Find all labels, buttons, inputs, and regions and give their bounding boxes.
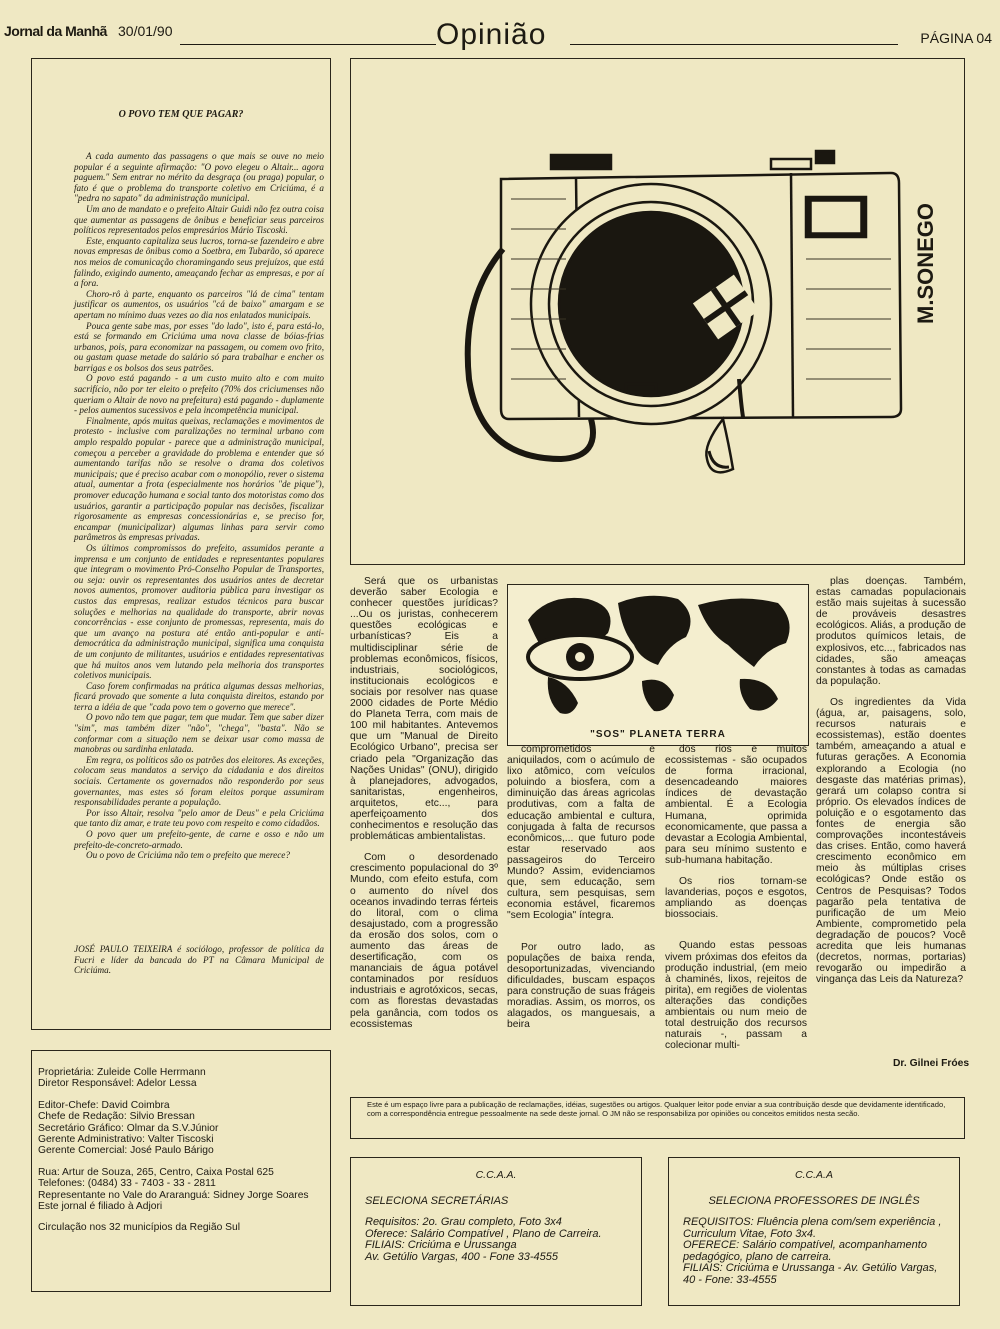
ecology-paragraph: Com o desordenado crescimento populacional do 3º Mundo, com efeito estufa, com o aumento do nível dos oceanos invadindo terras férteis do litoral, com o clima desajustado, com a progressão da erosão dos solos, com o aumento das áreas de desertificação, com os mananciais de água potável contaminados por resíduos industriais e agrotóxicos, secas, com as florestas devastadas pela ganância, com todos os ecossistemas bbox=[350, 852, 498, 1030]
staff-spacer bbox=[32, 1157, 330, 1167]
ecology-author: Dr. Gilnei Fróes bbox=[893, 1058, 970, 1069]
staff-line: Gerente Administrativo: Valter Tiscoski bbox=[38, 1134, 214, 1146]
ecology-paragraph: Quando estas pessoas vivem próximas dos efeitos da produção industrial, (em meio à chaminés, lixos, rejeitos de pirita), em regiões de violentas alterações das condições ambientais ou num meio de total destruição dos recursos naturais -, passam a colecionar multi- bbox=[665, 940, 807, 1052]
staff-line: Rua: Artur de Souza, 265, Centro, Caixa Postal 625 bbox=[38, 1166, 274, 1178]
staff-line: Secretário Gráfico: Olmar da S.V.Júnior bbox=[38, 1122, 219, 1134]
ad-english-teachers bbox=[668, 1157, 960, 1306]
ad-line: FILIAIS: Criciúma e Urussanga - Av. Getúlio Vargas, 40 - Fone: 33-4555 bbox=[683, 1262, 938, 1286]
ecology-column-1 bbox=[350, 576, 498, 1040]
world-map-eye-illustration bbox=[508, 585, 808, 725]
article-paragraph: O povo não tem que pagar, tem que mudar. Tem que saber dizer "sim", mas também dizer "não", "chega", "basta". Não se conformar com a situação nem se deixar usar como massa de manobras ou sardinha enlatada. bbox=[74, 712, 324, 755]
article-paragraph: Finalmente, após muitas queixas, reclamações e movimentos de protesto - inclusive com paralizações no terminal urbano com amplo respaldo popular - parece que a administração municipal, começou a perceber a gravidade do problema e entender que só aumentando tarifas não se resolve o drama dos coletivos municipais; que é preciso acabar com o monopólio, rever o sistema atual, aumentar a frota (especialmente nos horários "de pique"), promover educação humana e social tanto dos motoristas como dos usuários, garantir a participação popular nas decisões, fiscalizar rigorosamente as empresas concessionárias e, se preciso for, encampar (municipalizar) algumas linhas para servir como parâmetros às empresas privadas. bbox=[74, 415, 324, 543]
ecology-column-3 bbox=[665, 744, 807, 1061]
staff-credits bbox=[31, 1050, 331, 1292]
article-paragraph: O povo está pagando - a um custo muito alto e com muito sacrifício, não por ter eleito o prefeito (70% dos criciumenses não queriam o Altair de novo na prefeitura) está pagando - duplamente - pelos aumentos sucessivos e pela incompetência municipal. bbox=[74, 373, 324, 416]
ad-line: OFERECE: Salário compatível, acompanhamento pedagógico, plano de carreira. bbox=[683, 1239, 927, 1263]
section-title: Opinião bbox=[436, 18, 547, 51]
staff-line: Proprietária: Zuleide Colle Herrmann bbox=[38, 1067, 206, 1078]
staff-spacer bbox=[32, 1090, 330, 1100]
article-paragraph: A cada aumento das passagens o que mais se ouve no meio popular é a seguinte afirmação: "O povo elegeu o Altair... agora paguem." Sem entrar no mérito da desgraça (ou praga) popular, o fato é que o problema do transporte coletivo em Criciúma, é a "pedra no sapato" da administração municipal. bbox=[74, 151, 324, 204]
ad-line: Oferece: Salário Compatível , Plano de Carreira. bbox=[365, 1227, 602, 1240]
staff-line: Gerente Comercial: José Paulo Bárigo bbox=[38, 1145, 214, 1157]
ad-headline: SELECIONA SECRETÁRIAS bbox=[365, 1194, 509, 1207]
ecology-paragraph: Será que os urbanistas deverão saber Ecologia e conhecer questões jurídicas? ...Ou os juristas, conhecerem questões ecológicas e urbanísticas? Eis a multidisciplinar série de problemas econômicos, físicos, industriais, sociológicos, institucionais ecológicos e sociais por resolver nas quase 2000 cidades de Porte Médio do Planeta Terra, com mais de 100 mil habitantes. Antevemos que um "Manual de Direito Ecológico Urbano", precisa ser criado pela "Organização das Nações Unidas" (ONU), dirigido à planejadores, advogados, sanitaristas, engenheiros, arquitetos, etc..., para aperfeiçoamento dos conhecimentos e resolução das problemáticas ambientalistas. bbox=[350, 576, 498, 843]
article-paragraph: Em regra, os políticos são os patrões dos eleitores. As exceções, colocam seus mandatos a serviço da cidadania e dos direitos sociais. Certamente os governados não responderão por seus governantes, mas estes só foram eleitos porque assumiram responsabilidades perante a população. bbox=[74, 754, 324, 808]
ecology-column-4 bbox=[816, 576, 966, 995]
article-paragraph: Por isso Altair, resolva "pelo amor de Deus" e pela Criciúma que tanto diz amar, e trate teu povo com respeito e como cidadãos. bbox=[74, 807, 324, 829]
article-paragraph: Choro-rô à parte, enquanto os parceiros "lá de cima" tentam justificar os aumentos, os usuários "cá de baixo" amargam e se apertam no mínimo duas vezes ao dia nos enlatados municipais. bbox=[74, 288, 324, 320]
ecology-paragraph: Os ingredientes da Vida (água, ar, paisagens, solo, recursos naturais e ecossistemas), estão doentes também, ameaçando a atual e futuras gerações. A Economia explorando a Ecologia (no desgaste das matérias primas), gerará um colapso contra si próprio. Os elevados índices de poluição e o esgotamento das fontes de energia são comprovações incontestáveis das crises. Então, como haverá crescimento econômico em meio às múltiplas crises ecológicas? Onde estão os Centros de Pesquisas? Todos pagarão pela tentativa de purificação de um Meio Ambiente, comprometido pela degradação de poucos? Você acredita que leis humanas (decretos, normas, portarias) revogarão ou impedirão a vingança das Leis da Natureza? bbox=[816, 696, 966, 986]
article-paragraph: Um ano de mandato e o prefeito Altair Guidi não fez outra coisa que aumentar as passagens de ônibus e beneficiar seus parceiros políticos representados pelos empresários Mário Tiscoski. bbox=[74, 203, 324, 236]
ecology-column-2 bbox=[507, 744, 655, 1040]
ad-line: FILIAIS: Criciúma e Urussanga bbox=[365, 1239, 517, 1251]
article-paragraph: Ou o povo de Criciúma não tem o prefeito que merece? bbox=[86, 850, 290, 861]
ad-secretaries bbox=[350, 1157, 642, 1306]
staff-line: Diretor Responsável: Adelor Lessa bbox=[38, 1078, 197, 1090]
article-paragraph: Caso forem confirmadas na prática algumas dessas melhorias, ficará provado que somente a luta conquista direitos, estando por terra a idéia de que "cada povo tem o governo que merece". bbox=[74, 680, 324, 712]
editorial-cartoon bbox=[350, 58, 965, 565]
staff-line: Circulação nos 32 municípios da Região Sul bbox=[38, 1222, 241, 1234]
ad-body bbox=[351, 1217, 641, 1263]
author-bio: JOSÉ PAULO TEIXEIRA é sociólogo, professor de política da Fucri e líder da bancada do PT na Câmara Municipal de Criciúma. bbox=[74, 944, 324, 976]
masthead-rule-right bbox=[570, 44, 898, 45]
opinion-article bbox=[31, 58, 331, 1030]
ad-line: Av. Getúlio Vargas, 400 - Fone 33-4555 bbox=[365, 1250, 559, 1263]
ecology-paragraph: dos rios e muitos ecossistemas - são ocupados de forma irracional, desencadeando maiores índices de devastação ambiental. É a Ecologia Humana, oprimida economicamente, que passa a devastar a Ecologia Ambiental, para seu mínimo sustento e sub-humana habitação. bbox=[665, 744, 807, 866]
ad-headline: SELECIONA PROFESSORES DE INGLÊS bbox=[708, 1194, 920, 1207]
ad-org: C.C.A.A bbox=[795, 1169, 833, 1181]
ecology-paragraph: Os rios tornam-se lavanderias, poços e esgotos, ampliando as doenças biossociais. bbox=[665, 876, 807, 921]
ad-line: REQUISITOS: Fluência plena com/sem experiência , Curriculum Vitae, Foto 3x4. bbox=[683, 1216, 942, 1240]
staff-line: Telefones: (0484) 33 - 7403 - 33 - 2811 bbox=[38, 1178, 216, 1190]
ecology-paragraph: comprometidos e aniquilados, com o acúmulo de lixo atômico, com veículos poluindo a biosfera, com a diminuição das áreas agricolas produtivas, com a falta de educação ambiental e cultura, conjugada à falta de recursos econômicos,... que futuro pode estar reservado aos passageiros do Terceiro Mundo? Assim, evidenciamos que, sem educação, sem cultura, sem pesquisas, sem economia estável, ficaremos "sem Ecologia" íntegra. bbox=[507, 744, 655, 922]
staff-line: Este jornal é filiado à Adjori bbox=[38, 1201, 163, 1213]
ecology-paragraph: Por outro lado, as populações de baixa renda, desoportunizadas, vivenciando dificuldades, buscam espaços para construção de suas frágeis moradias. Assim, os morros, os alagados, os manguesais, a beira bbox=[507, 941, 655, 1031]
page-number: PÁGINA 04 bbox=[920, 30, 992, 46]
staff-spacer bbox=[32, 1212, 330, 1222]
ecology-paragraph: plas doenças. Também, estas camadas populacionais estão mais sujeitas à sucessão de prováveis desastres ecológicos. Aliás, a produção de produtos químicos letais, de explosivos, etc..., fabricados nas cidades, são ameaças constantes à todas as camadas da população. bbox=[816, 576, 966, 687]
article-paragraph: O povo quer um prefeito-gente, de carne e osso e não um prefeito-de-concreto-armado. bbox=[74, 829, 324, 850]
notice-text: Este é um espaço livre para a publicação de reclamações, idéias, sugestões ou artigos. Qualquer leitor pode enviar a sua contribuição desde que devidamente identificado, com a correspondência entregue pessoalmente na sede deste jornal. O JM não se responsabiliza por opiniões ou conceitos emitidos nesta secão. bbox=[367, 1100, 946, 1118]
camera-drawing bbox=[351, 59, 964, 564]
staff-line: Chefe de Redação: Silvio Bressan bbox=[38, 1111, 195, 1123]
article-paragraph: Pouca gente sabe mas, por esses "do lado", isto é, para está-lo, está se formando em Criciúma uma nova classe de bóias-frias urbanos, pois, para economizar na passagem, ou comem ovo frito, ou gastam quase metade do salário só para trabalhar e encher os barrigas e os bolsos dos seus patrões. bbox=[74, 320, 324, 373]
article-paragraph: Os últimos compromissos do prefeito, assumidos perante a imprensa e um conjunto de entidades e representantes populares que integram o movimento Pró-Conselho Popular de Transportes, ou seja: ouvir os representantes dos usuários antes de decretar novos aumentos, promover auditoria pública para investigar os custos das empresas, realizar estudos técnicos para buscar soluções e melhorias na qualidade do transporte, abrir novas concorrências - esse conjunto de promessas, representa, mais do que um avanço na postura até então anti-popular e anti-democrática da administração municipal, significa uma conquista de um conjunto de militantes, usuários e entidades representativas que há muitos anos vem lutando pela melhoria dos transportes coletivos municipais. bbox=[74, 542, 324, 681]
newspaper-name: Jornal da Manhã bbox=[4, 23, 107, 39]
ad-org: C.C.A.A. bbox=[475, 1169, 517, 1181]
image-caption: "SOS" PLANETA TERRA bbox=[590, 729, 726, 740]
article-paragraph: Este, enquanto capitaliza seus lucros, torna-se fazendeiro e abre novas empresas de ônibus como a Soetbra, em Tubarão, só aparece nos meios de comunicação choramingando seus prejuízos, que está falindo, exigindo aumento, ameaçando fechar as empresas, e por aí a fora. bbox=[74, 235, 324, 289]
staff-line: Representante no Vale do Araranguá: Sidney Jorge Soares bbox=[38, 1189, 309, 1201]
masthead-rule-left bbox=[180, 44, 436, 45]
reader-notice bbox=[350, 1097, 965, 1139]
article-title: O POVO TEM QUE PAGAR? bbox=[118, 109, 244, 120]
sos-planet-image bbox=[507, 584, 809, 746]
staff-line: Editor-Chefe: David Coimbra bbox=[38, 1099, 170, 1111]
article-body bbox=[74, 151, 324, 861]
issue-date: 30/01/90 bbox=[118, 23, 173, 39]
ad-line: Requisitos: 2o. Grau completo, Foto 3x4 bbox=[365, 1216, 562, 1228]
cartoonist-signature: M.SONEGO bbox=[913, 202, 938, 324]
ad-body bbox=[669, 1217, 959, 1286]
